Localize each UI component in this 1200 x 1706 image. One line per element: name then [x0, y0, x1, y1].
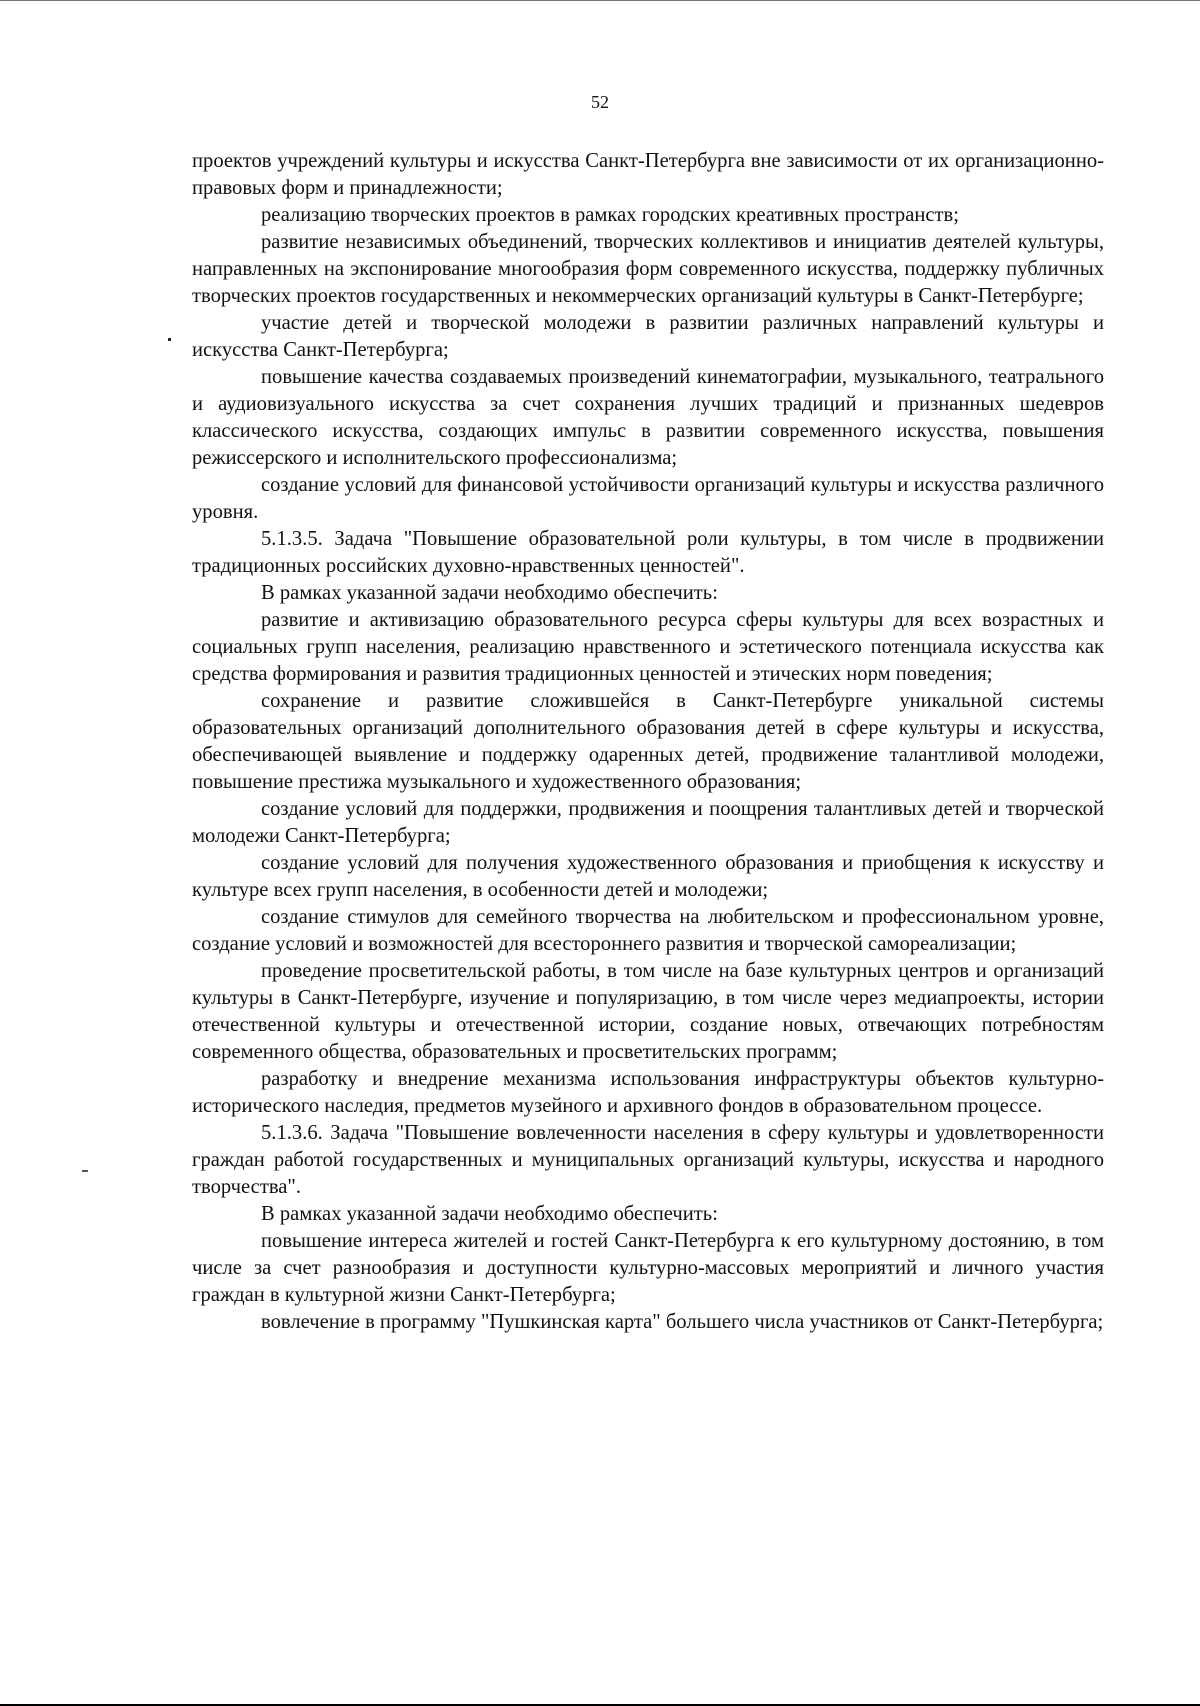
page-number: 52 [591, 92, 609, 112]
paragraph: развитие и активизацию образовательного ресурса сферы культуры для всех возрастных и социальных групп населения, реализацию нравственного и эстетического потенциала искусства как средства формирования и развития традиционных ценностей и этических норм поведения; [192, 609, 1104, 685]
paragraph: сохранение и развитие сложившейся в Санкт-Петербурге уникальной системы образовательных организаций дополнительного образования детей в сфере культуры и искусства, обеспечивающей выявление и поддержку одаренных детей, продвижение талантливой молодежи, повышение престижа музыкального и художественного образования; [192, 690, 1104, 793]
paragraph: создание стимулов для семейного творчества на любительском и профессиональном уровне, создание условий и возможностей для всестороннего развития и творческой самореализации; [192, 906, 1104, 955]
paragraph: В рамках указанной задачи необходимо обеспечить: [261, 1203, 718, 1225]
scan-speck [168, 338, 171, 341]
paragraph: создание условий для финансовой устойчивости организаций культуры и искусства различного уровня. [192, 474, 1104, 523]
paragraph: создание условий для поддержки, продвижения и поощрения талантливых детей и творческой молодежи Санкт-Петербурга; [192, 798, 1104, 847]
section-heading-5-1-3-6: 5.1.3.6. Задача "Повышение вовлеченности населения в сферу культуры и удовлетворенности граждан работой государственных и муниципальных организаций культуры, искусства и народного творчества". [192, 1122, 1104, 1198]
paragraph: В рамках указанной задачи необходимо обеспечить: [261, 582, 718, 604]
paragraph: повышение интереса жителей и гостей Санкт-Петербурга к его культурному достоянию, в том числе за счет разнообразия и доступности культурно-массовых мероприятий и личного участия граждан в культурной жизни Санкт-Петербурга; [192, 1230, 1104, 1306]
paragraph: создание условий для получения художественного образования и приобщения к искусству и культуре всех групп населения, в особенности детей и молодежи; [192, 852, 1104, 901]
section-heading-5-1-3-5: 5.1.3.5. Задача "Повышение образовательной роли культуры, в том числе в продвижении традиционных российских духовно-нравственных ценностей". [192, 528, 1104, 577]
paragraph: реализацию творческих проектов в рамках городских креативных пространств; [261, 204, 959, 226]
paragraph: участие детей и творческой молодежи в развитии различных направлений культуры и искусства Санкт-Петербурга; [192, 312, 1104, 361]
paragraph: проектов учреждений культуры и искусства Санкт-Петербурга вне зависимости от их организационно-правовых форм и принадлежности; [192, 150, 1104, 199]
paragraph: развитие независимых объединений, творческих коллективов и инициатив деятелей культуры, направленных на экспонирование многообразия форм современного искусства, поддержку публичных творческих проектов государственных и некоммерческих организаций культуры в Санкт-Петербурге; [192, 231, 1104, 307]
paragraph: повышение качества создаваемых произведений кинематографии, музыкального, театрального и аудиовизуального искусства за счет сохранения лучших традиций и признанных шедевров классического искусства, создающих импульс в развитии современного искусства, повышения режиссерского и исполнительского профессионализма; [192, 366, 1104, 469]
paragraph: вовлечение в программу "Пушкинская карта" большего числа участников от Санкт-Петербурга; [261, 1311, 1104, 1333]
scan-speck [82, 1170, 88, 1172]
document-body [192, 148, 1104, 1336]
scan-top-edge [0, 0, 1200, 1]
paragraph: разработку и внедрение механизма использования инфраструктуры объектов культурно-исторического наследия, предметов музейного и архивного фондов в образовательном процессе. [192, 1068, 1104, 1117]
paragraph: проведение просветительской работы, в том числе на базе культурных центров и организаций культуры в Санкт-Петербурге, изучение и популяризацию, в том числе через медиапроекты, истории отечественной культуры и отечественной истории, создание новых, отвечающих потребностям современного общества, образовательных и просветительских программ; [192, 960, 1104, 1063]
